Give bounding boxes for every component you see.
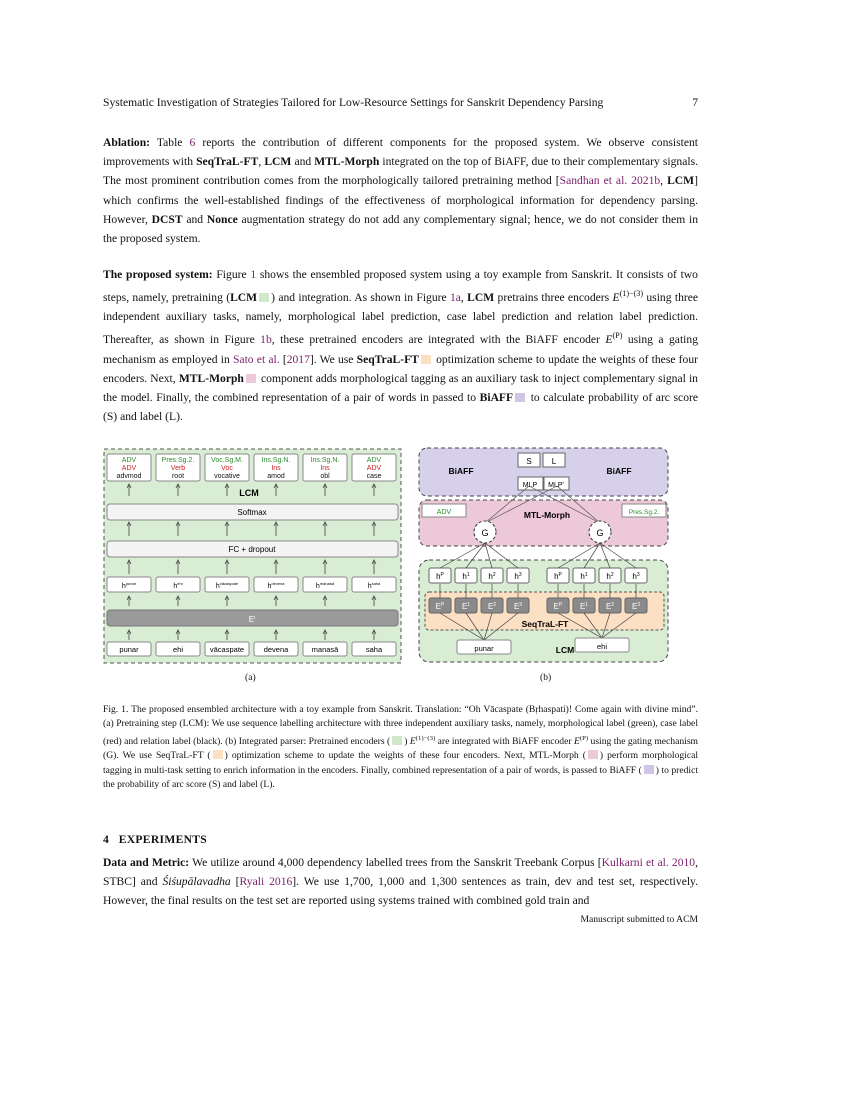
math-sup: (P) <box>579 734 589 742</box>
lcm-label: LCM <box>239 488 259 498</box>
caption-text: using the gating mechanism (G). We use SeqTraL-FT ( <box>103 736 699 762</box>
citation-link[interactable]: Kulkarni et al. 2010 <box>601 856 696 869</box>
text: [ <box>279 352 287 366</box>
text: We utilize around 4,000 dependency labelled trees from the Sanskrit Treebank Corpus [ <box>189 856 602 869</box>
tag-label: Verb <box>170 465 186 472</box>
text: , <box>660 174 668 188</box>
citation-link[interactable]: Sato et al. <box>232 352 280 366</box>
hidden-state-label: $h^{manasā}$ <box>315 581 335 590</box>
tag-label: Pres.Sg.2. <box>161 457 195 464</box>
text: using three independent auxiliary tasks, namely, morphological label prediction, case label prediction and relation label prediction. Thereafter, as shown in Figure <box>103 291 699 347</box>
gate-2-label: G <box>596 528 604 538</box>
text: and <box>182 212 207 226</box>
text: integrated on the top of BiAFF, due to their complementary signals. The most prominent contribution comes from the morphologically tailored pretraining method [ <box>103 155 699 188</box>
figure-1b-diagram <box>417 446 672 666</box>
term: SeqTraL-FT <box>196 155 259 169</box>
term: SeqTraL-FT <box>356 352 419 366</box>
tag-label: Ins <box>271 465 281 472</box>
caption-text: ) to predict the probability of arc score (S) and label (L). <box>103 764 699 791</box>
table-link[interactable]: 6 <box>189 136 196 149</box>
page-footer: Manuscript submitted to ACM <box>580 914 698 925</box>
pres-tag-label: Pres.Sg.2. <box>628 509 660 516</box>
tag-label: obl <box>320 473 330 480</box>
s-label: S <box>526 457 532 466</box>
hidden-state-label: $h^{vācaspate}$ <box>215 581 239 590</box>
h-label: $h^2$ <box>488 572 496 581</box>
section-heading <box>103 833 207 846</box>
tag-label: ADV <box>121 465 137 472</box>
tag-label: vocative <box>214 473 240 480</box>
tag-label: Ins <box>320 465 330 472</box>
lcm-label-b: LCM <box>555 645 575 655</box>
word-label: devena <box>263 645 289 654</box>
figure-link[interactable]: 1 <box>250 268 257 281</box>
math-sup: (1)−(3) <box>619 289 644 299</box>
text: and <box>291 155 315 169</box>
term: DCST <box>151 212 183 226</box>
e-label: $E^3$ <box>513 602 523 611</box>
section-number: 4 <box>103 833 110 846</box>
seqtral-label: SeqTraL-FT <box>521 619 569 629</box>
h-label: $h^2$ <box>606 572 614 581</box>
math: E <box>574 736 580 747</box>
term: BiAFF <box>479 390 514 404</box>
figure-link-1b[interactable]: 1b <box>260 333 272 347</box>
math: E <box>605 333 613 347</box>
math: E <box>612 291 620 305</box>
mtl-morph-label: MTL-Morph <box>523 510 571 520</box>
tag-label: Ins.Sg.N. <box>261 457 291 464</box>
proposed-system-paragraph <box>103 265 698 426</box>
hidden-state-label: $h^{ehi}$ <box>173 581 183 590</box>
tag-label: advmod <box>116 473 142 480</box>
e-label: $E^2$ <box>605 602 615 611</box>
fc-dropout-label: FC + dropout <box>228 545 276 554</box>
term: LCM <box>230 291 258 305</box>
biaff-right-label: BiAFF <box>606 466 632 476</box>
figure-link-1a[interactable]: 1a <box>449 291 461 305</box>
figure-1a-diagram <box>103 446 403 666</box>
term: MTL-Morph <box>178 371 244 385</box>
h-label: $h^1$ <box>580 572 588 581</box>
text: , these pretrained encoders are integrated with the BiAFF encoder <box>271 333 606 347</box>
caption-green-swatch <box>392 736 402 745</box>
h-label: $h^3$ <box>632 572 640 581</box>
ablation-heading: Ablation: <box>103 136 151 149</box>
e-label: $E^1$ <box>579 602 589 611</box>
h-label: $h^P$ <box>436 572 444 581</box>
running-header <box>103 96 698 109</box>
tag-label: case <box>366 473 382 480</box>
biaff-left-label: BiAFF <box>448 466 474 476</box>
term: Nonce <box>206 212 238 226</box>
h-label: $h^P$ <box>554 572 562 581</box>
e-label: $E^P$ <box>553 602 563 611</box>
data-metric-paragraph <box>103 853 698 911</box>
text: optimization scheme to update the weights of these four encoders. Next, <box>103 352 698 385</box>
caption-orange-swatch <box>213 750 223 759</box>
text: shows the ensembled proposed system using a toy example from Sanskrit. It consists of two steps, namely, pretraining ( <box>103 268 698 305</box>
math-sup: (1)−(3) <box>415 734 436 742</box>
word-label-ehi: ehi <box>596 642 608 651</box>
mlp-prime-label: MLP' <box>548 482 564 489</box>
term: LCM <box>264 155 292 169</box>
text: ) and integration. As shown in Figure <box>271 291 450 305</box>
seqtral-swatch <box>421 355 431 364</box>
tag-label: Ins.Sg.N. <box>310 457 340 464</box>
word-label-punar: punar <box>474 644 494 653</box>
text: , <box>460 291 468 305</box>
text: Table <box>150 136 190 149</box>
tag-label: ADV <box>366 465 382 472</box>
hidden-state-label: $h^{punar}$ <box>121 581 137 590</box>
e-label: $E^P$ <box>435 602 445 611</box>
word-label: saha <box>365 645 383 654</box>
word-label: manasā <box>311 645 339 654</box>
citation-year-link[interactable]: 2017 <box>286 352 310 366</box>
math: E <box>409 736 416 747</box>
text: ] which confirms the well-established findings of the effectiveness of morphological information for dependency parsing. However, <box>103 174 698 226</box>
h-label: $h^1$ <box>462 572 470 581</box>
gate-1-label: G <box>481 528 489 538</box>
caption-text: ) perform morphological tagging in multi-task setting to enrich information in the encoders. Finally, combined representation of a pair of words, is passed to BiAFF ( <box>103 750 699 776</box>
term: MTL-Morph <box>314 155 380 169</box>
term: LCM <box>467 291 495 305</box>
text: , <box>258 155 265 169</box>
word-label: ehi <box>172 645 184 654</box>
caption-pink-swatch <box>588 750 598 759</box>
ablation-paragraph <box>103 133 698 248</box>
tag-label: ADV <box>121 457 137 464</box>
e-label: $E^1$ <box>461 602 471 611</box>
subfigure-label-a: (a) <box>245 672 256 683</box>
h-label: $h^3$ <box>514 572 522 581</box>
text: augmentation strategy do not add any complementary signal; hence, we do not consider them in the proposed system. <box>103 212 698 246</box>
lcm-swatch <box>259 293 269 302</box>
figure-caption <box>103 703 698 793</box>
tag-label: root <box>171 473 185 480</box>
header-title: Systematic Investigation of Strategies Tailored for Low-Resource Settings for Sanskrit Dependency Parsing <box>103 96 604 109</box>
text: using a gating mechanism as employed in <box>103 333 698 366</box>
e-label: $E^2$ <box>487 602 497 611</box>
word-label: punar <box>119 645 139 654</box>
caption-text: Fig. 1. The proposed ensembled architecture with a toy example from Sanskrit. Translation: “Oh Vācaspate (Bṛhaspati)! Come again with divine mind”. (a) Pretraining step (LCM): We use sequence labelling architecture with three independent auxiliary tasks, namely, morphological label (green), case label (red) and relation label (black). (b) Integrated parser: Pretrained encoders ( <box>103 704 698 747</box>
text: reports the contribution of different components for the proposed system. We observe consistent improvements with <box>103 136 698 169</box>
text: , STBC] and <box>103 856 699 889</box>
text: ]. We use <box>309 352 357 366</box>
subfigure-label-b: (b) <box>540 672 552 683</box>
tag-label: amod <box>267 473 285 480</box>
text: ]. We use 1,700, 1,000 and 1,300 sentences as train, dev and test set, respectively. However, the final results on the test set are reported using systems trained with combined gold train and <box>103 875 698 908</box>
section-title: EXPERIMENTS <box>118 833 208 846</box>
e-label: $E^3$ <box>631 602 641 611</box>
text: component adds morphological tagging as an auxiliary task to inject complementary signal in the model. Finally, the combined representation of a pair of words in passed to <box>103 371 698 404</box>
tag-label: ADV <box>366 457 382 464</box>
math-sup: (P) <box>612 331 623 341</box>
proposed-heading: The proposed system: <box>103 268 213 281</box>
text: pretrains three encoders <box>494 291 613 305</box>
softmax-label: Softmax <box>237 508 267 517</box>
caption-text: ) optimization scheme to update the weights of these four encoders. Next, MTL-Morph ( <box>224 750 586 762</box>
word-label: vācaspate <box>209 645 245 654</box>
biaff-swatch <box>515 393 525 402</box>
text: [ <box>230 875 240 889</box>
mlp-label: MLP <box>522 482 538 489</box>
citation-link[interactable]: Sandhan et al. 2021b <box>559 174 661 188</box>
italic-term: Śiśupālavadha <box>162 875 231 889</box>
text: to calculate probability of arc score (S) and label (L). <box>103 390 698 424</box>
mtl-swatch <box>246 374 256 383</box>
caption-text: are integrated with BiAFF encoder <box>435 736 574 747</box>
hidden-state-label: $h^{devena}$ <box>267 581 285 590</box>
caption-text: ) <box>404 736 410 747</box>
adv-tag-label: ADV <box>436 509 452 516</box>
term: LCM <box>667 174 695 188</box>
caption-purple-swatch <box>644 765 654 774</box>
l-label: L <box>551 457 557 466</box>
text: Figure <box>212 268 251 281</box>
hidden-state-label: $h^{saha}$ <box>367 581 381 590</box>
encoder-label: $E^i$ <box>248 615 256 624</box>
citation-link[interactable]: Ryali 2016 <box>239 875 293 889</box>
page-number: 7 <box>692 96 698 109</box>
data-metric-heading: Data and Metric: <box>103 856 190 869</box>
tag-label: Voc.Sg.M. <box>211 457 243 464</box>
tag-label: Voc <box>221 465 233 472</box>
